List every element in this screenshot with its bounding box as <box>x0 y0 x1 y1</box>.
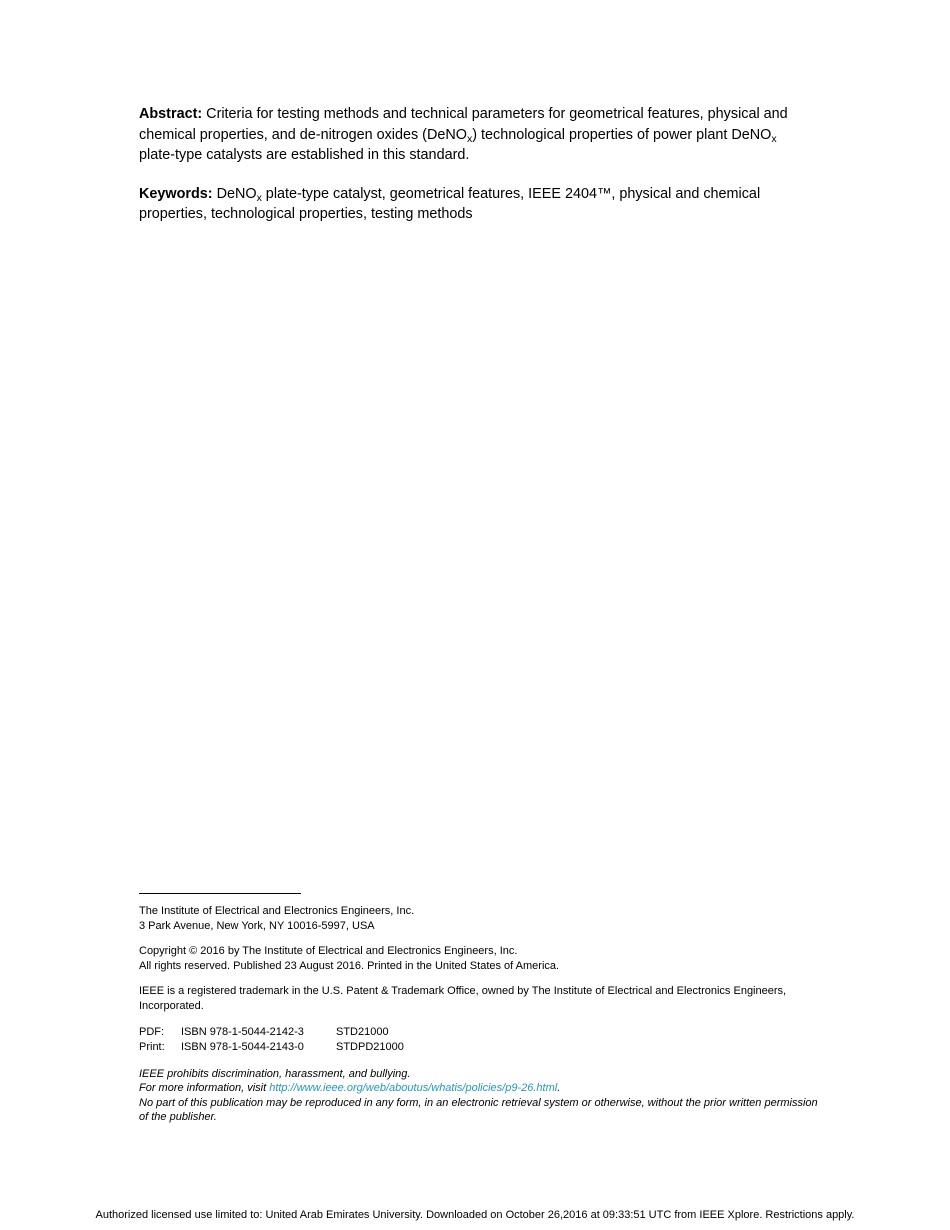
keywords-subscript-1: x <box>256 191 262 204</box>
isbn-code-print: STDPD21000 <box>336 1041 404 1054</box>
abstract-keywords-block <box>139 104 813 225</box>
ieee-policy-link[interactable]: http://www.ieee.org/web/aboutus/whatis/policies/p9-26.html <box>269 1082 558 1095</box>
isbn-number-pdf: ISBN 978-1-5044-2142-3 <box>181 1025 304 1038</box>
more-information-suffix: . <box>557 1082 561 1095</box>
publisher-name: The Institute of Electrical and Electronics Engineers, Inc. <box>139 905 415 917</box>
abstract-text-part2: ) technological properties of power plant DeNO <box>472 126 772 143</box>
keywords-text-part2: plate-type catalyst, geometrical features, IEEE 2404™, physical and chemical properties, technological properties, testing methods <box>139 185 761 222</box>
legal-footer-block <box>139 893 829 1125</box>
isbn-table <box>139 1025 404 1056</box>
isbn-code-pdf: STD21000 <box>336 1025 389 1038</box>
abstract-text-part1: Criteria for testing methods and technical parameters for geometrical features, physical and chemical properties, and de-nitrogen oxides (DeNO <box>139 106 788 143</box>
trademark-line-2: Incorporated. <box>139 999 204 1012</box>
isbn-format-print: Print: <box>139 1041 165 1054</box>
abstract-text-part3: plate-type catalysts are established in this standard. <box>139 147 470 163</box>
keywords-paragraph <box>139 184 813 225</box>
more-information-prefix: For more information, visit <box>139 1082 270 1095</box>
licence-notice: Authorized licensed use limited to: United Arab Emirates University. Downloaded on October 26,2016 at 09:33:51 UTC from IEEE Xplore. Restrictions apply. <box>95 1209 855 1221</box>
reproduction-notice-line-2: of the publisher. <box>139 1111 217 1124</box>
publisher-address: 3 Park Avenue, New York, NY 10016-5997, USA <box>139 919 375 932</box>
abstract-subscript-2: x <box>771 132 777 145</box>
rights-published-line: All rights reserved. Published 23 August 2016. Printed in the United States of America. <box>139 959 560 972</box>
abstract-paragraph <box>139 104 813 166</box>
copyright-line: Copyright © 2016 by The Institute of Electrical and Electronics Engineers, Inc. <box>139 945 518 958</box>
isbn-format-pdf: PDF: <box>139 1025 165 1038</box>
horizontal-rule-divider <box>139 893 301 894</box>
table-row <box>139 1040 404 1056</box>
keywords-label: Keywords: <box>139 185 213 202</box>
trademark-line-1: IEEE is a registered trademark in the U.S. Patent & Trademark Office, owned by The Institute of Electrical and Electronics Engineers, <box>139 985 787 998</box>
keywords-text-part1: DeNO <box>212 185 257 202</box>
reproduction-notice-line-1: No part of this publication may be reproduced in any form, in an electronic retrieval system or otherwise, without the prior written permission <box>139 1096 818 1109</box>
table-row <box>139 1025 404 1041</box>
abstract-subscript-1: x <box>466 132 473 145</box>
discrimination-notice: IEEE prohibits discrimination, harassment, and bullying. <box>139 1067 411 1080</box>
more-information-line <box>139 1081 829 1096</box>
abstract-label: Abstract: <box>139 106 203 122</box>
isbn-number-print: ISBN 978-1-5044-2143-0 <box>181 1041 304 1054</box>
